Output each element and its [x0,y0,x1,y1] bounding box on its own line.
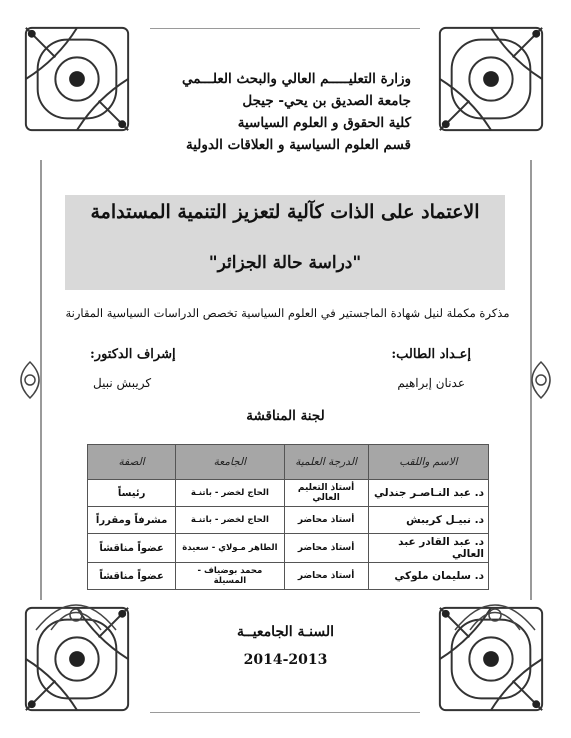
member-university: الحاج لخضر - باتنـة [176,480,284,507]
member-university: محمد بوضياف - المسيلة [176,563,284,590]
thesis-subtitle: "دراسة حالة الجزائر" [208,253,362,273]
supervisor-name: كريبش نبيل [93,376,152,390]
table-row [88,563,489,590]
member-role: عضواً مناقشاً [88,534,176,563]
ornamental-flourish-icon [10,360,50,400]
member-role: عضواً مناقشاً [88,563,176,590]
department-name: قسم العلوم السياسية و العلاقات الدولية [186,137,411,153]
member-rank: أستاذ محاضر [284,507,368,534]
academic-year-value: 2014-2013 [243,652,328,668]
student-label: إعـداد الطالب: [391,347,471,362]
thesis-purpose: مذكرة مكملة لنيل شهادة الماجستير في العلوم السياسية تخصص الدراسات السياسية المقارنة [65,306,510,320]
thesis-title-box [65,195,505,290]
member-rank: أستاذ التعليم العالي [284,480,368,507]
faculty-name: كلية الحقوق و العلوم السياسية [237,115,411,131]
column-header-role: الصفة [88,445,176,480]
academic-year-label: السنـة الجامعيــة [237,624,334,640]
member-rank: أستاذ محاضر [284,534,368,563]
member-name: د. عبد النـاصـر جندلي [368,480,488,507]
column-header-name: الاسم واللقب [368,445,488,480]
frame-top-line [150,28,420,29]
frame-bottom-line [150,712,420,713]
member-university: الحاج لخضر - باتنـة [176,507,284,534]
thesis-title: الاعتماد على الذات كآلية لتعزيز التنمية المستدامة [90,201,480,223]
institution-header [151,68,411,156]
member-name: د. سليمان ملوكي [368,563,488,590]
committee-title: لجنة المناقشة [246,408,325,424]
ornamental-flourish-icon [521,360,561,400]
member-name: د. عبد القادر عبد العالي [368,534,488,563]
member-university: الطاهر مـولاي - سعيدة [176,534,284,563]
column-header-rank: الدرجة العلمية [284,445,368,480]
ornamental-corner-icon [18,20,136,138]
supervisor-label: إشراف الدكتور: [90,347,176,362]
committee-table [87,444,489,590]
student-name: عدنان إبراهيم [397,376,465,390]
ornamental-corner-icon [432,20,550,138]
table-header-row [88,445,489,480]
table-row [88,480,489,507]
member-rank: أستاذ محاضر [284,563,368,590]
member-name: د. نبيـل كريبش [368,507,488,534]
member-role: رئيساً [88,480,176,507]
table-row [88,507,489,534]
university-name: جامعة الصديق بن يحي- جيجل [242,93,411,109]
member-role: مشرفاً ومقرراً [88,507,176,534]
table-row [88,534,489,563]
column-header-university: الجامعة [176,445,284,480]
ministry-name: وزارة التعليـــــم العالي والبحث العلـــمي [182,71,411,87]
